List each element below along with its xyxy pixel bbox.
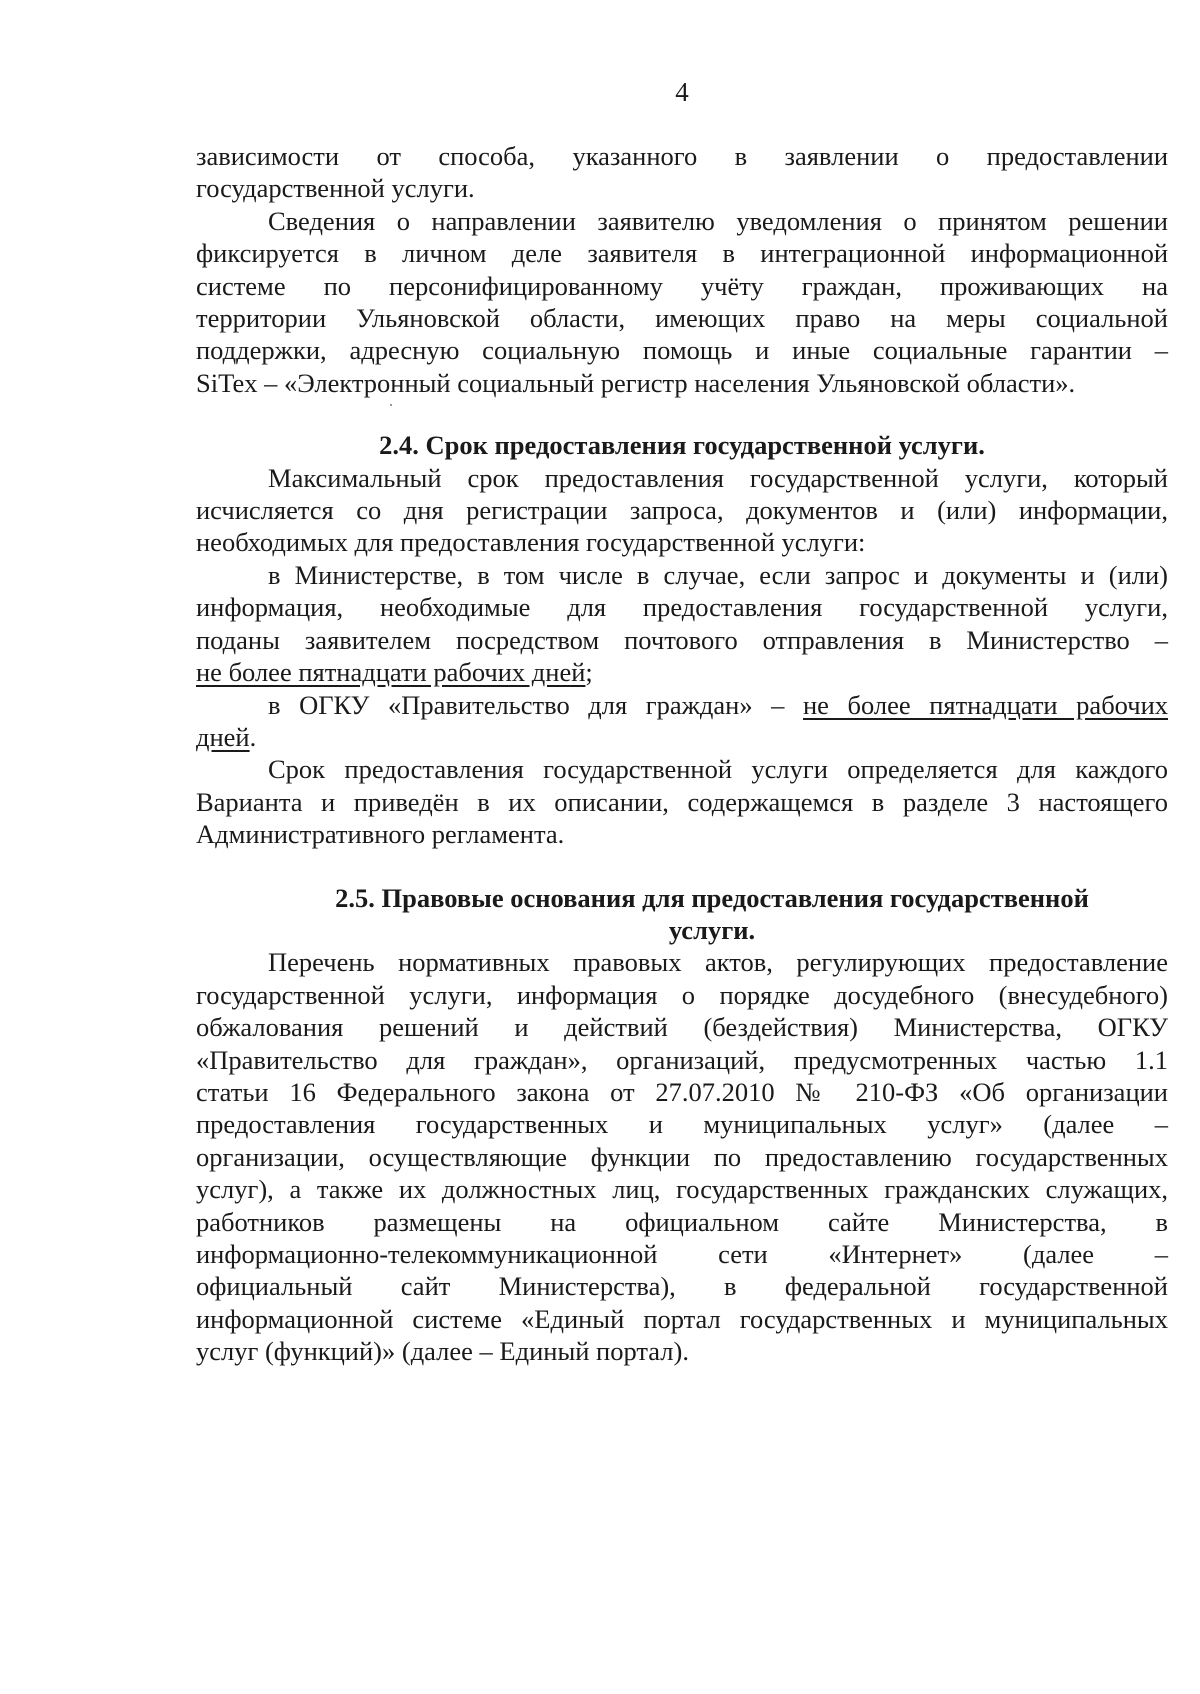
text-line: необходимых для предоставления государственной услуги:: [196, 527, 866, 558]
text-line: организации, осуществляющие функции по предоставлению государственных: [196, 1141, 1168, 1172]
underlined-term: дней: [196, 721, 250, 752]
underlined-term: не более пятнадцати рабочих дней: [196, 657, 586, 688]
text-line: информационной системе «Единый портал государственных и муниципальных: [196, 1303, 1168, 1334]
text-line: системе по персонифицированному учёту граждан, проживающих на: [196, 270, 1168, 301]
section-heading-2-5: [196, 882, 1168, 947]
max-term-paragraph: [196, 462, 1168, 559]
text-line: государственной услуги, информация о порядке досудебного (внесудебного): [196, 979, 1168, 1010]
text-line: Максимальный срок предоставления государственной услуги, который: [268, 462, 1168, 493]
text-line: «Правительство для граждан», организаций, предусмотренных частью 1.1: [196, 1044, 1168, 1075]
text-line: Варианта и приведён в их описании, содержащемся в разделе 3 настоящего: [196, 786, 1168, 817]
text-line: зависимости от способа, указанного в заявлении о предоставлении: [196, 141, 1168, 171]
text-line: предоставления государственных и муниципальных услуг» (далее –: [196, 1109, 1168, 1140]
text-line: Срок предоставления государственной услуги определяется для каждого: [268, 754, 1168, 785]
ogku-term-prefix: в ОГКУ «Правительство для граждан» –: [268, 689, 803, 720]
punctuation: .: [249, 721, 257, 752]
continuation-paragraph: [196, 140, 1168, 205]
text-line: поддержки, адресную социальную помощь и иные социальные гарантии –: [196, 335, 1168, 366]
text-line: обжалования решений и действий (бездействия) Министерства, ОГКУ: [196, 1012, 1168, 1043]
page-number: 4: [675, 77, 689, 107]
document-body: [196, 140, 1168, 1368]
text-line: услуг), а также их должностных лиц, государственных гражданских служащих,: [196, 1174, 1168, 1205]
text-line: государственной услуги.: [196, 173, 475, 204]
text-line: SiTex – «Электронный социальный регистр населения Ульяновской области».: [196, 367, 1076, 398]
text-line: исчисляется со дня регистрации запроса, документов и (или) информации,: [196, 495, 1168, 526]
text-line: фиксируется в личном деле заявителя в интеграционной информационной: [196, 238, 1168, 269]
ogku-term-paragraph: [196, 689, 1168, 754]
text-line: информация, необходимые для предоставления государственной услуги,: [196, 592, 1168, 623]
section-heading-2-4: 2.4. Срок предоставления государственной услуги.: [379, 430, 985, 461]
text-line: Перечень нормативных правовых актов, регулирующих предоставление: [268, 947, 1168, 978]
text-line: Сведения о направлении заявителю уведомления о принятом решении: [268, 205, 1168, 236]
text-line: работников размещены на официальном сайте Министерства, в: [196, 1206, 1168, 1237]
text-line: статьи 16 Федерального закона от 27.07.2010 № 210-ФЗ «Об организации: [196, 1076, 1168, 1107]
text-line: в Министерстве, в том числе в случае, если запрос и документы и (или): [268, 559, 1168, 590]
text-line: территории Ульяновской области, имеющих право на меры социальной: [196, 303, 1168, 334]
text-line: Административного регламента.: [196, 819, 565, 850]
underlined-term: не более пятнадцати рабочих: [803, 689, 1169, 720]
text-line: [196, 656, 1168, 688]
text-line: официальный сайт Министерства), в федеральной государственной: [196, 1271, 1168, 1302]
text-line: информационно-телекоммуникационной сети «Интернет» (далее –: [196, 1239, 1168, 1269]
variant-term-paragraph: [196, 753, 1168, 850]
legal-basis-paragraph: [196, 946, 1168, 1367]
punctuation: ;: [585, 657, 593, 688]
text-line: [196, 721, 1168, 753]
text-line: услуг (функций)» (далее – Единый портал).: [196, 1336, 689, 1367]
text-line: [196, 689, 1168, 721]
ministry-term-paragraph: [196, 559, 1168, 689]
notification-paragraph: [196, 205, 1168, 399]
heading-line: 2.5. Правовые основания для предоставления государственной: [335, 882, 1089, 913]
heading-line: услуги.: [668, 914, 756, 945]
text-line: поданы заявителем посредством почтового отправления в Министерство –: [196, 624, 1168, 655]
